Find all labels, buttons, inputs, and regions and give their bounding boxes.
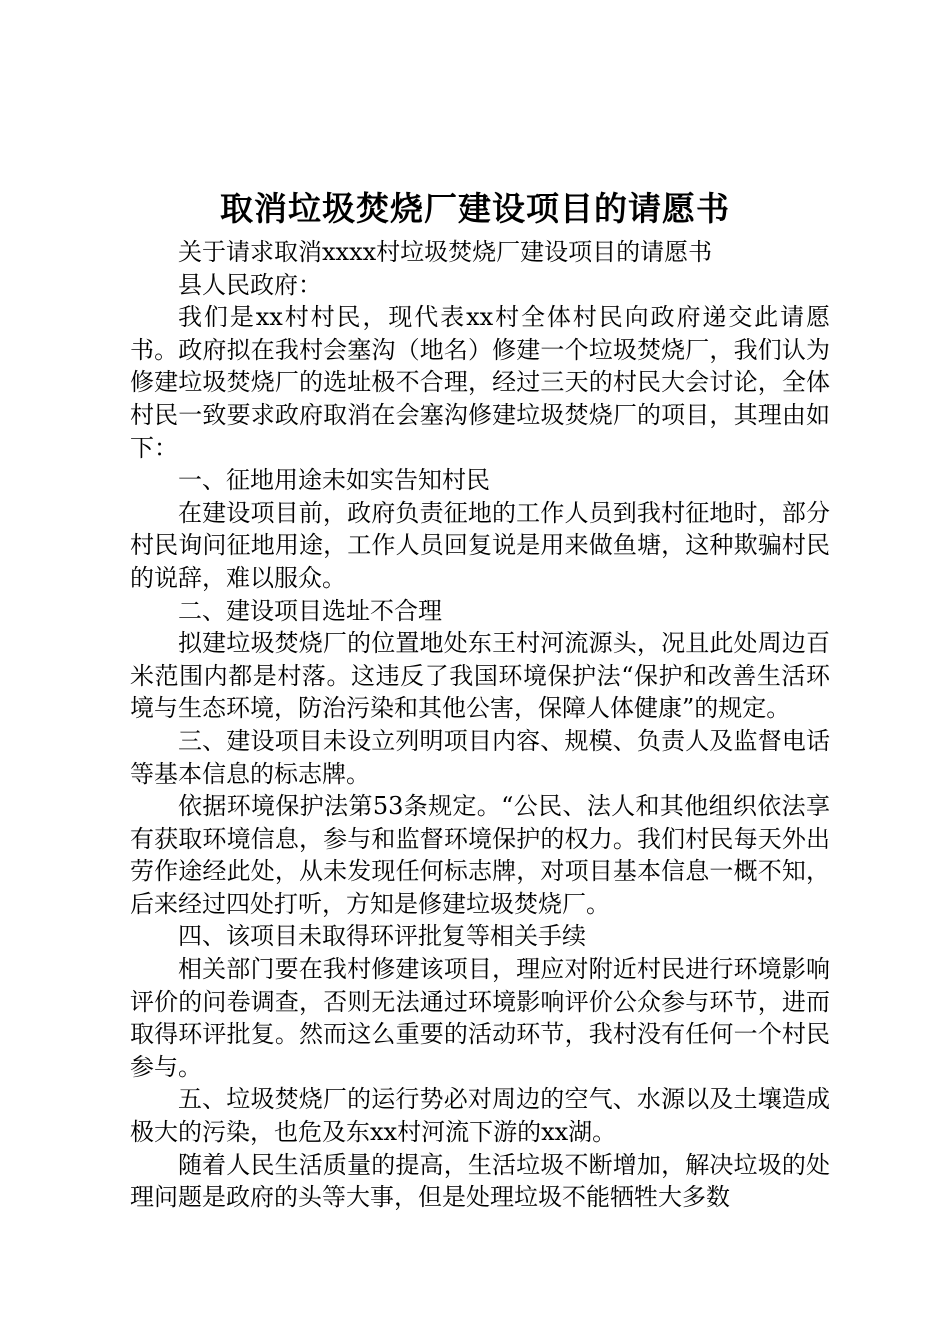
intro-paragraph: 我们是xx村村民，现代表xx村全体村民向政府递交此请愿书。政府拟在我村会塞沟（地名）修建一个垃圾焚烧厂，我们认为修建垃圾焚烧厂的选址极不合理，经过三天的村民大会讨论，全体村民一致要求政府取消在会塞沟修建垃圾焚烧厂的项目，其理由如下：	[130, 303, 830, 462]
reason-paragraph-4: 相关部门要在我村修建该项目，理应对附近村民进行环境影响评价的问卷调查，否则无法通过环境影响评价公众参与环节，进而取得环评批复。然而这么重要的活动环节，我村没有任何一个村民参与。	[130, 955, 830, 1081]
subject-line: 关于请求取消xxxx村垃圾焚烧厂建设项目的请愿书	[178, 238, 713, 266]
closing-paragraph: 随着人民生活质量的提高，生活垃圾不断增加，解决垃圾的处理问题是政府的头等大事，但是处理垃圾不能牺牲大多数	[130, 1150, 830, 1212]
salutation: 县人民政府：	[178, 270, 322, 299]
document-title: 取消垃圾焚烧厂建设项目的请愿书	[220, 189, 730, 228]
reason-heading-1: 一、征地用途未如实告知村民	[178, 466, 490, 495]
document-body	[130, 236, 830, 1214]
reason-paragraph-1: 在建设项目前，政府负责征地的工作人员到我村征地时，部分村民询问征地用途，工作人员回复说是用来做鱼塘，这种欺骗村民的说辞，难以服众。	[130, 498, 830, 592]
reason-heading-5: 五、垃圾焚烧厂的运行势必对周边的空气、水源以及土壤造成极大的污染，也危及东xx村河流下游的xx湖。	[130, 1085, 830, 1147]
reason-paragraph-3: 依据环境保护法第53条规定。“公民、法人和其他组织依法享有获取环境信息，参与和监督环境保护的权力。我们村民每天外出劳作途经此处，从未发现任何标志牌，对项目基本信息一概不知，后来经过四处打听，方知是修建垃圾焚烧厂。	[130, 792, 830, 918]
reason-paragraph-2: 拟建垃圾焚烧厂的位置地处东王村河流源头，况且此处周边百米范围内都是村落。这违反了我国环境保护法“保护和改善生活环境与生态环境，防治污染和其他公害，保障人体健康”的规定。	[130, 629, 830, 723]
reason-heading-3: 三、建设项目未设立列明项目内容、规模、负责人及监督电话等基本信息的标志牌。	[130, 726, 830, 788]
reason-heading-4: 四、该项目未取得环评批复等相关手续	[178, 922, 586, 951]
reason-heading-2: 二、建设项目选址不合理	[178, 596, 442, 625]
